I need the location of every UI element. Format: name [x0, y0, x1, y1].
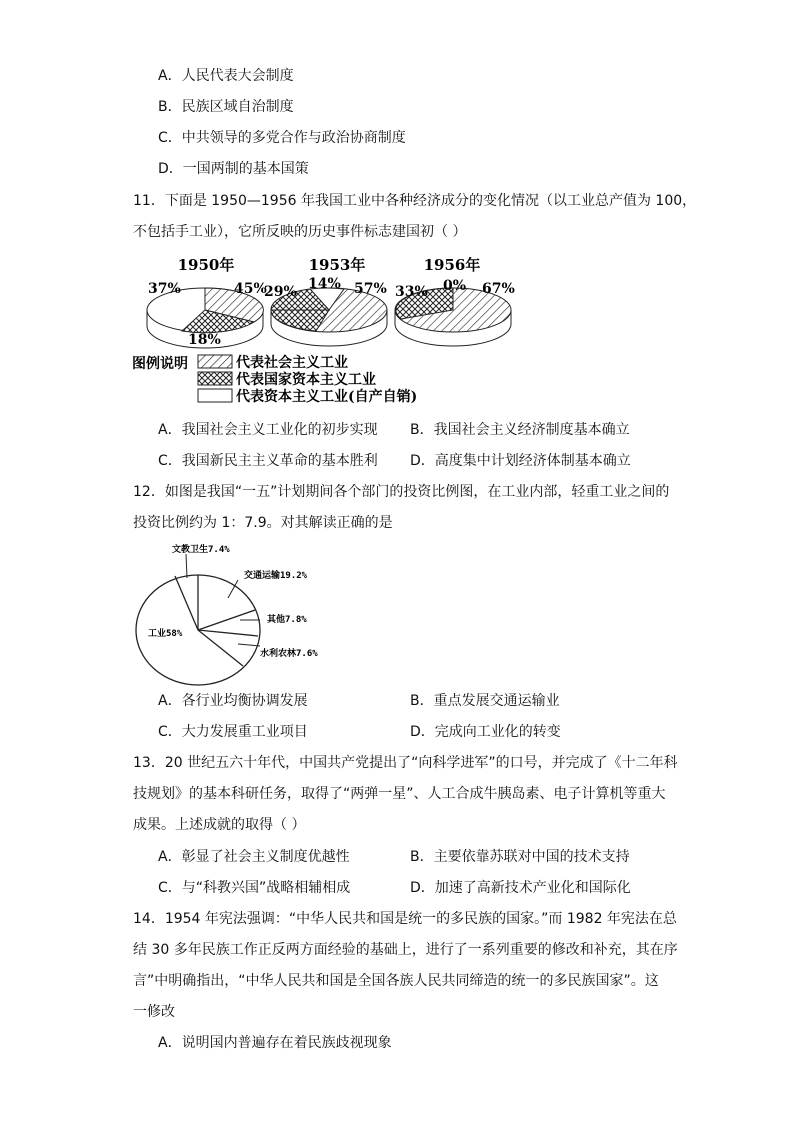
q12-label-culture: 文教卫生7.4% — [172, 545, 230, 555]
legend-title: 图例说明 — [132, 356, 188, 372]
q11-option-b: B．我国社会主义经济制度基本确立 — [410, 422, 630, 438]
q14-stem-line3: 言”中明确指出，“中华人民共和国是全国各族人民共同缔造的统一的多民族国家”。这 — [133, 973, 659, 989]
pie-1953-year: 1953年 — [308, 256, 366, 274]
legend-socialist: 代表社会主义工业 — [236, 355, 348, 371]
pie-1956-year: 1956年 — [423, 256, 481, 274]
legend-swatch-state-capitalist — [198, 372, 232, 385]
pie-1950-label-socialist: 45% — [234, 281, 267, 297]
q12-label-other: 其他7.8% — [267, 615, 307, 625]
q12-option-a: A．各行业均衡协调发展 — [158, 693, 308, 709]
q11-legend — [132, 354, 417, 405]
q13-stem-line2: 技规划》的基本科研任务，取得了“两弹一星”、人工合成牛胰岛素、电子计算机等重大 — [133, 786, 666, 802]
q11-option-d: D．高度集中计划经济体制基本确立 — [410, 453, 631, 469]
q10-option-b: B．民族区域自治制度 — [158, 99, 294, 115]
pie-1953-label-capitalist: 29% — [264, 284, 297, 300]
q13-option-a: A．彰显了社会主义制度优越性 — [158, 849, 350, 865]
pie-1956-label-state-capitalist: 33% — [395, 284, 428, 300]
legend-swatch-socialist — [198, 355, 232, 368]
q12-leader-line — [186, 554, 187, 578]
q11-option-a: A．我国社会主义工业化的初步实现 — [158, 422, 378, 438]
pie-1950-label-capitalist: 37% — [148, 281, 181, 297]
pie-1953-label-socialist: 57% — [354, 281, 387, 297]
q11-stem-line2: 不包括手工业），它所反映的历史事件标志建国初（ ） — [133, 224, 467, 240]
q13-option-b: B．主要依靠苏联对中国的技术支持 — [410, 849, 630, 865]
q12-label-transport: 交通运输19.2% — [244, 571, 308, 581]
q10-option-c: C．中共领导的多党合作与政治协商制度 — [158, 130, 406, 146]
pie-1950 — [147, 256, 267, 348]
pie-1953 — [264, 256, 387, 346]
q11-figure — [130, 252, 530, 410]
pie-1956-label-capitalist: 0% — [443, 278, 467, 294]
q12-option-c: C．大力发展重工业项目 — [158, 724, 308, 740]
q12-option-b: B．重点发展交通运输业 — [410, 693, 560, 709]
q14-stem-line4: 一修改 — [133, 1004, 175, 1020]
q10-option-a: A．人民代表大会制度 — [158, 68, 294, 84]
pie-1950-year: 1950年 — [177, 256, 235, 274]
q14-option-a: A．说明国内普遍存在着民族歧视现象 — [158, 1035, 392, 1051]
pie-1953-label-state-capitalist: 14% — [308, 276, 341, 292]
q11-stem-line1: 11．下面是 1950—1956 年我国工业中各种经济成分的变化情况（以工业总产值为 100， — [133, 193, 697, 209]
q14-stem-line1: 14．1954 年宪法强调：“中华人民共和国是统一的多民族的国家。”而 1982 年宪法在总 — [133, 911, 677, 927]
q12-label-water: 水利农林7.6% — [260, 649, 318, 659]
q10-option-d: D．一国两制的基本国策 — [158, 161, 309, 177]
q12-stem-line2: 投资比例约为 1：7.9。对其解读正确的是 — [133, 515, 393, 531]
q11-option-c: C．我国新民主主义革命的基本胜利 — [158, 453, 378, 469]
legend-state-capitalist: 代表国家资本主义工业 — [236, 372, 376, 388]
pie-1950-label-state-capitalist: 18% — [188, 332, 221, 348]
q13-stem-line1: 13．20 世纪五六十年代，中国共产党提出了“向科学进军”的口号，并完成了《十二年科 — [133, 755, 678, 771]
q13-stem-line3: 成果。上述成就的取得（ ） — [133, 817, 306, 833]
q12-pie-chart — [130, 538, 340, 688]
legend-capitalist: 代表资本主义工业(自产自销) — [236, 389, 418, 405]
legend-swatch-capitalist — [198, 389, 232, 402]
q13-option-d: D．加速了高新技术产业化和国际化 — [410, 880, 631, 896]
pie-1956 — [395, 256, 515, 346]
q12-option-d: D．完成向工业化的转变 — [410, 724, 561, 740]
q12-stem-line1: 12．如图是我国“一五”计划期间各个部门的投资比例图，在工业内部，轻重工业之间的 — [133, 484, 670, 500]
q12-label-industry: 工业58% — [148, 629, 183, 639]
pie-1956-label-socialist: 67% — [482, 281, 515, 297]
q13-option-c: C．与“科教兴国”战略相辅相成 — [158, 880, 351, 896]
q14-stem-line2: 结 30 多年民族工作正反两方面经验的基础上，进行了一系列重要的修改和补充，其在序 — [133, 942, 678, 958]
